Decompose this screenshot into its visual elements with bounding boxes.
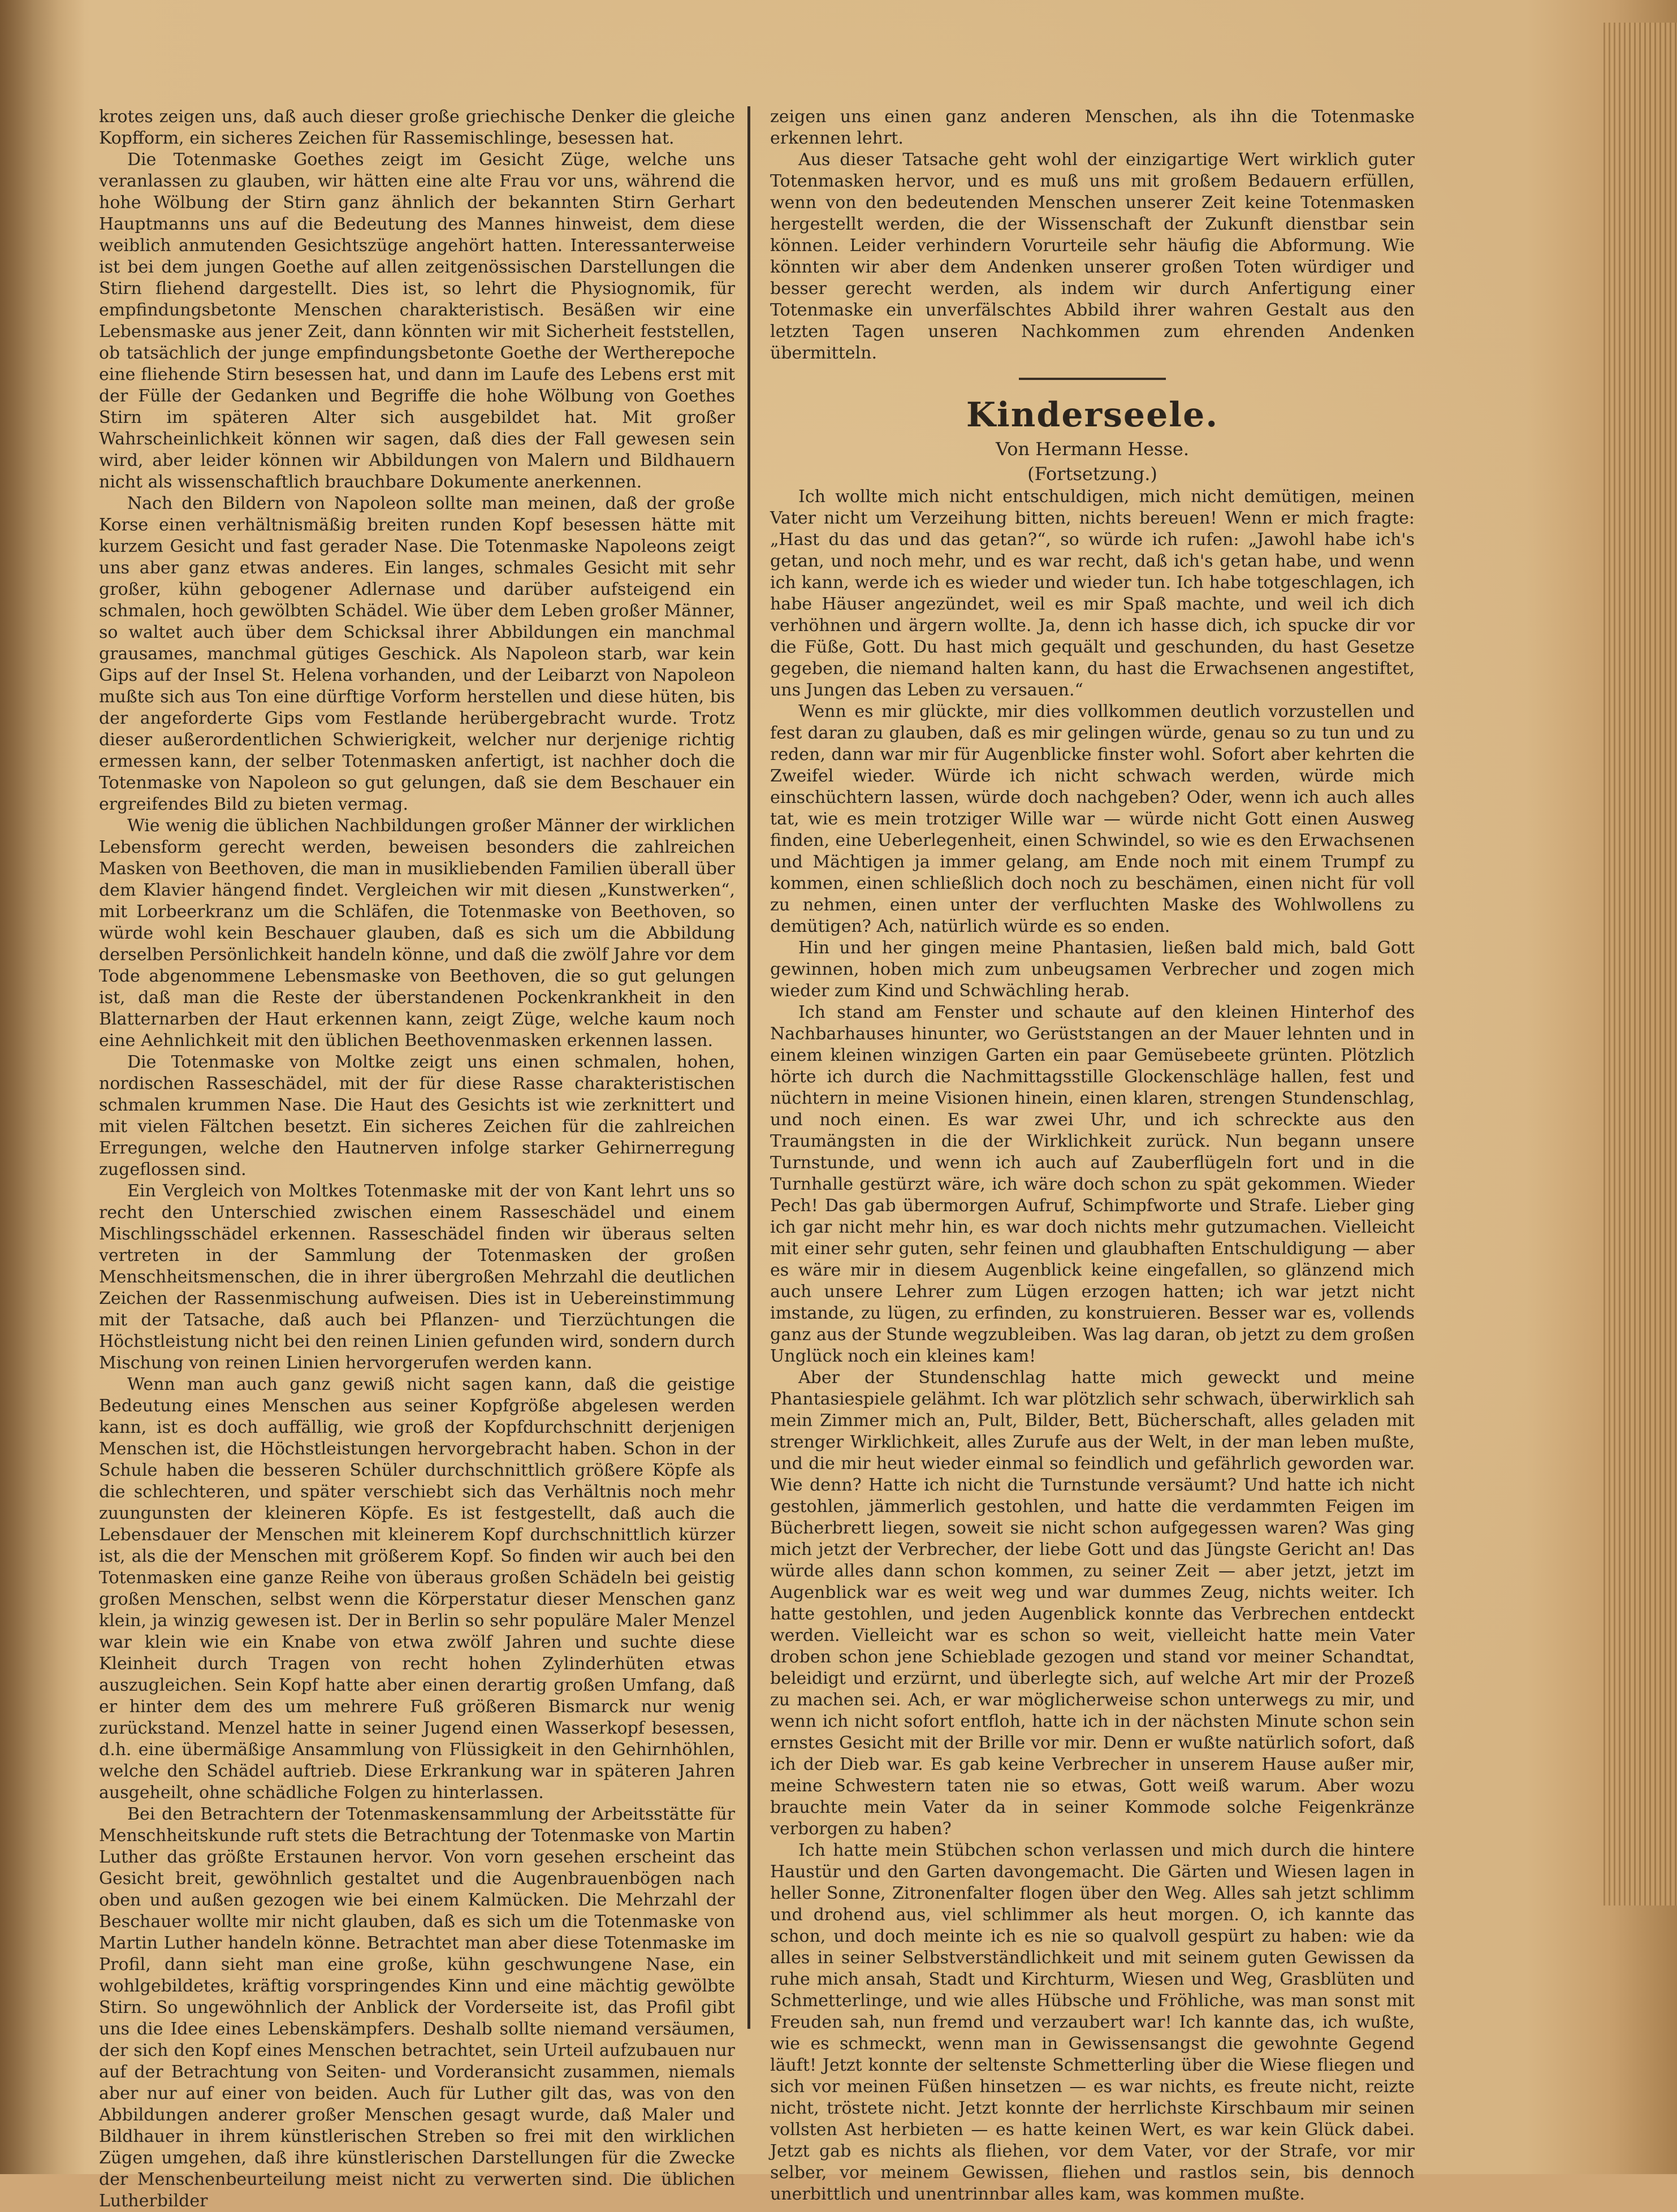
binding-gutter (0, 0, 85, 2174)
story-paragraph: Ich hatte mein Stübchen schon verlassen und mich durch die hintere Haustür und den Garten davongemacht. Die Gärten und Wiesen lagen in heller Sonne, Zitronenfalter flogen über den Weg. Alles sah jetzt schlimm und drohend aus, viel schlimmer als heut morgen. O, ich kannte das schon, und doch meinte ich es nie so qualvoll gespürt zu haben: wie da alles in seiner Selbstverständlichkeit und mit seinem guten Gewissen da ruhe mich ansah, Stadt und Kirchturm, Wiesen und Weg, Grasblüten und Schmetterlinge, und wie alles Hübsche und Fröhliche, was man sonst mit Freuden sah, nun fremd und verzaubert war! Ich kannte das, ich wußte, wie es schmeckt, wenn man in Gewissensangst die gewohnte Gegend läuft! Jetzt konnte der seltenste Schmetterling über die Wiese fliegen und sich vor meinen Füßen hinsetzen — es war nichts, es freute nicht, reizte nicht, tröstete nicht. Jetzt konnte der herrlichste Kirschbaum mir seinen vollsten Ast herbieten — es hatte keinen Wert, es war kein Glück dabei. Jetzt gab es nichts als fliehen, vor dem Vater, vor der Strafe, vor mir selber, vor meinem Gewissen, fliehen und rastlos sein, bis dennoch unerbittlich und unentrinnbar alles kam, was kommen mußte. (770, 1841, 1415, 2204)
left-paragraph: Nach den Bildern von Napoleon sollte man meinen, daß der große Korse einen verhältnismäßig breiten runden Kopf besessen hätte mit kurzem Gesicht und fast gerader Nase. Die Totenmaske Napoleons zeigt uns aber ganz etwas anderes. Ein langes, schmales Gesicht mit sehr großer, kühn gebogener Adlernase und darüber aufsteigend ein schmalen, hoch gewölbten Schädel. Wie über dem Leben großer Männer, so waltet auch über dem Schicksal ihrer Abbildungen ein manchmal grausames, manchmal gütiges Geschick. Als Napoleon starb, war kein Gips auf der Insel St. Helena vorhanden, und der Leibarzt von Napoleon mußte sich aus Ton eine dürftige Vorform herstellen und diese hüten, bis der angeforderte Gips vom Festlande herübergebracht wurde. Trotz dieser außerordentlichen Schwierigkeit, welcher nur derjenige richtig ermessen kann, der selber Totenmasken anfertigt, ist nachher doch die Totenmaske von Napoleon so gut gelungen, daß sie dem Beschauer ein ergreifendes Bild zu bieten vermag. (99, 494, 735, 814)
left-paragraph: Die Totenmaske von Moltke zeigt uns einen schmalen, hohen, nordischen Rasseschädel, mit der für diese Rasse charakteristischen schmalen krummen Nase. Die Haut des Gesichts ist wie zerknittert und mit vielen Fältchen besetzt. Ein sicheres Zeichen für die zahlreichen Erregungen, welche den Hautnerven infolge starker Gehirnerregung zugeflossen sind. (99, 1052, 735, 1180)
page-edges (1603, 23, 1677, 1906)
story-paragraph: Aber der Stundenschlag hatte mich geweckt und meine Phantasiespiele gelähmt. Ich war plötzlich sehr schwach, überwirklich sah mein Zimmer mich an, Pult, Bilder, Bett, Bücherschaft, alles geladen mit strenger Wirklichkeit, alles Zurufe aus der Welt, in der man leben mußte, und die mir heut wieder einmal so feindlich und gefährlich geworden war. Wie denn? Hatte ich nicht die Turnstunde versäumt? Und hatte ich nicht gestohlen, jämmerlich gestohlen, und hatte die verdammten Feigen im Bücherbrett liegen, soweit sie nicht schon aufgegessen waren? Was ging mich jetzt der Verbrecher, der liebe Gott und das Jüngste Gericht an! Das würde alles dann schon kommen, zu seiner Zeit — aber jetzt, jetzt im Augenblick war es weit weg und war dummes Zeug, nichts weiter. Ich hatte gestohlen, und jeden Augenblick konnte das Verbrechen entdeckt werden. Vielleicht war es schon so weit, vielleicht hatte mein Vater droben schon jene Schieblade gezogen und stand vor meiner Schandtat, beleidigt und erzürnt, und überlegte sich, auf welche Art mir der Prozeß zu machen sei. Ach, er war möglicherweise schon unterwegs zu mir, und wenn ich nicht sofort entfloh, hatte ich in der nächsten Minute schon sein ernstes Gesicht mit der Brille vor mir. Denn er wußte natürlich sofort, daß ich der Dieb war. Es gab keine Verbrecher in unserem Hause außer mir, meine Schwestern taten nie so etwas, Gott weiß warum. Aber wozu brauchte mein Vater da in seiner Kommode solche Feigenkränze verborgen zu haben? (770, 1368, 1415, 1839)
left-paragraph: krotes zeigen uns, daß auch dieser große griechische Denker die gleiche Kopfform, ein sicheres Zeichen für Rassemischlinge, besessen hat. (99, 107, 735, 148)
left-paragraph: Wie wenig die üblichen Nachbildungen großer Männer der wirklichen Lebensform gerecht werden, beweisen besonders die zahlreichen Masken von Beethoven, die man in musikliebenden Familien überall über dem Klavier hängend findet. Vergleichen wir mit diesen „Kunstwerken“, mit Lorbeerkranz um die Schläfen, die Totenmaske von Beethoven, so würde wohl kein Beschauer glauben, daß es sich um die Abbildung derselben Persönlichkeit handeln könne, und daß die zwölf Jahre vor dem Tode abgenommene Lebensmaske von Beethoven, die so gut gelungen ist, daß man die Reste der überstandenen Pockenkrankheit in den Blatternarben der Haut erkennen kann, zeigt Züge, welche kaum noch eine Aehnlichkeit mit den üblichen Beethovenmasken erkennen lassen. (99, 816, 735, 1051)
right-intro-paragraph: Aus dieser Tatsache geht wohl der einzigartige Wert wirklich guter Totenmasken hervor, und es muß uns mit großem Bedauern erfüllen, wenn von den bedeutenden Menschen unserer Zeit keine Totenmasken hergestellt werden, die der Wissenschaft der Zukunft dienstbar sein können. Leider verhindern Vorurteile sehr häufig die Abformung. Wie könnten wir aber dem Andenken unserer großen Toten würdiger und besser gerecht werden, als indem wir durch Anfertigung einer Totenmaske ein unverfälschtes Abbild ihrer wahren Gestalt aus den letzten Tagen unseren Nachkommen zum ehrenden Andenken übermitteln. (770, 150, 1415, 363)
article-subtitle: (Fortsetzung.) (1027, 463, 1157, 485)
article-author: Von Hermann Hesse. (996, 438, 1189, 460)
article-title: Kinderseele. (966, 395, 1219, 435)
left-paragraph: Wenn man auch ganz gewiß nicht sagen kann, daß die geistige Bedeutung eines Menschen aus seiner Kopfgröße abgelesen werden kann, ist es doch auffällig, wie groß der Kopfdurchschnitt derjenigen Menschen ist, die Höchstleistungen hervorgebracht haben. Schon in der Schule haben die besseren Schüler durchschnittlich größere Köpfe als die schlechteren, und später verschiebt sich das Verhältnis noch mehr zuungunsten der kleineren Köpfe. Es ist festgestellt, daß auch die Lebensdauer der Menschen mit kleinerem Kopf durchschnittlich kürzer ist, als die der Menschen mit größerem Kopf. So finden wir auch bei den Totenmasken eine ganze Reihe von überaus großen Schädeln bei geistig großen Menschen, selbst wenn die Körperstatur dieser Menschen ganz klein, ja winzig gewesen ist. Der in Berlin so sehr populäre Maler Menzel war klein wie ein Knabe von etwa zwölf Jahren und suchte diese Kleinheit durch Tragen von recht hohen Zylinderhüten etwas auszugleichen. Sein Kopf hatte aber einen derartig großen Umfang, daß er hinter dem des um mehrere Fuß größeren Bismarck nur wenig zurückstand. Menzel hatte in seiner Jugend einen Wasserkopf besessen, d.h. eine übermäßige Ansammlung von Flüssigkeit in den Gehirnhöhlen, welche den Schädel auftrieb. Diese Erkrankung war in späteren Jahren ausgeheilt, ohne schädliche Folgen zu hinterlassen. (99, 1375, 735, 1803)
left-paragraph: Die Totenmaske Goethes zeigt im Gesicht Züge, welche uns veranlassen zu glauben, wir hätten eine alte Frau vor uns, während die hohe Wölbung der Stirn ganz ähnlich der bekannten Stirn Gerhart Hauptmanns uns auf die Bedeutung des Mannes hinweist, dem diese weiblich anmutenden Gesichtszüge angehört hatten. Interessanterweise ist bei dem jungen Goethe auf allen zeitgenössischen Darstellungen die Stirn fliehend dargestellt. Dies ist, so lehrt die Physiognomik, für empfindungsbetonte Menschen charakteristisch. Besäßen wir eine Lebensmaske aus jener Zeit, dann könnten wir mit Sicherheit feststellen, ob tatsächlich der junge empfindungsbetonte Goethe der Wertherepoche eine fliehende Stirn besessen hat, und dann im Laufe des Lebens erst mit der Fülle der Gedanken und Begriffe die hohe Wölbung von Goethes Stirn im späteren Alter sich ausgebildet hat. Mit großer Wahrscheinlichkeit können wir sagen, daß dies der Fall gewesen sein wird, aber leider können wir Abbildungen von Malern und Bildhauern nicht als wissenschaftlich brauchbare Dokumente anerkennen. (99, 150, 735, 492)
story-paragraph: Ich wollte mich nicht entschuldigen, mich nicht demütigen, meinen Vater nicht um Verzeihung bitten, nichts bereuen! Wenn er mich fragte: „Hast du das und das getan?“, so würde ich rufen: „Jawohl habe ich's getan, und noch mehr, und es war recht, daß ich's getan habe, und wenn ich kann, werde ich es wieder und wieder tun. Ich habe totgeschlagen, ich habe Häuser angezündet, weil es mir Spaß machte, und weil ich dich verhöhnen und ärgern wollte. Ja, denn ich hasse dich, ich spucke dir vor die Füße, Gott. Du hast mich gequält und geschunden, du hast Gesetze gegeben, die niemand halten kann, du hast die Erwachsenen angestiftet, uns Jungen das Leben zu versauen.“ (770, 487, 1415, 700)
story-paragraph: Ich stand am Fenster und schaute auf den kleinen Hinterhof des Nachbarhauses hinunter, wo Gerüststangen an der Mauer lehnten und in einem kleinen winzigen Garten ein paar Gemüsebeete grünten. Plötzlich hörte ich durch die Nachmittagsstille Glockenschläge hallen, fest und nüchtern in meine Visionen hinein, einen klaren, strengen Stundenschlag, und noch einen. Es war zwei Uhr, und ich schreckte aus den Traumängsten in die der Wirklichkeit zurück. Nun begann unsere Turnstunde, und wenn ich auch auf Zauberflügeln fort und in die Turnhalle gestürzt wäre, ich wäre doch schon zu spät gekommen. Wieder Pech! Das gab übermorgen Aufruf, Schimpfworte und Strafe. Lieber ging ich gar nicht mehr hin, es war doch nichts mehr gutzumachen. Vielleicht mit einer sehr guten, sehr feinen und glaubhaften Entschuldigung — aber es wäre mir in diesem Augenblick keine eingefallen, so glänzend mich auch unsere Lehrer zum Lügen erzogen hatten; ich war jetzt nicht imstande, zu lügen, zu erfinden, zu konstruieren. Besser war es, vollends ganz aus der Stunde wegzubleiben. Was lag daran, ob jetzt zu dem großen Unglück noch ein kleines kam! (770, 1003, 1415, 1366)
right-column (770, 106, 1415, 2205)
right-intro-paragraph: zeigen uns einen ganz anderen Menschen, als ihn die Totenmaske erkennen lehrt. (770, 107, 1415, 148)
section-separator (1019, 378, 1166, 380)
left-column (99, 106, 735, 2212)
story-paragraph: Hin und her gingen meine Phantasien, ließen bald mich, bald Gott gewinnen, hoben mich zum unbeugsamen Verbrecher und zogen mich wieder zum Kind und Schwächling herab. (770, 938, 1415, 1001)
column-divider (747, 106, 750, 2029)
left-paragraph: Bei den Betrachtern der Totenmaskensammlung der Arbeitsstätte für Menschheitskunde ruft stets die Betrachtung der Totenmaske von Martin Luther das größte Erstaunen hervor. Von vorn gesehen erscheint das Gesicht breit, gewöhnlich gestaltet und die Augenbrauenbögen nach oben und außen gezogen wie bei einem Kalmücken. Die Mehrzahl der Beschauer wollte mir nicht glauben, daß es sich um die Totenmaske von Martin Luther handeln könne. Betrachtet man aber diese Totenmaske im Profil, dann sieht man eine große, kühn geschwungene Nase, ein wohlgebildetes, kräftig vorspringendes Kinn und eine mächtig gewölbte Stirn. So ungewöhnlich der Anblick der Vorderseite ist, das Profil gibt uns die Idee eines Lebenskämpfers. Deshalb sollte niemand versäumen, der sich den Kopf eines Menschen betrachtet, sein Urteil aufzubauen nur auf der Betrachtung von Seiten- und Vorderansicht zusammen, niemals aber nur auf einer von beiden. Auch für Luther gilt das, was von den Abbildungen anderer großer Menschen gesagt wurde, daß Maler und Bildhauer in ihrem künstlerischen Streben so frei mit den wirklichen Zügen umgehen, daß ihre künstlerischen Darstellungen für die Zwecke der Menschenbeurteilung meist nicht zu verwerten sind. Die üblichen Lutherbilder (99, 1804, 735, 2211)
story-paragraph: Wenn es mir glückte, mir dies vollkommen deutlich vorzustellen und fest daran zu glauben, daß es mir gelingen würde, genau so zu tun und zu reden, dann war mir für Augenblicke finster wohl. Sofort aber kehrten die Zweifel wieder. Würde ich nicht schwach werden, würde mich einschüchtern lassen, würde doch nachgeben? Oder, wenn ich auch alles tat, wie es mein trotziger Wille war — würde nicht Gott einen Ausweg finden, eine Ueberlegenheit, einen Schwindel, so wie es den Erwachsenen und Mächtigen ja immer gelang, am Ende noch mit einem Trumpf zu kommen, einen schließlich doch noch zu beschämen, einen nicht für voll zu nehmen, einen unter der verfluchten Maske des Wohlwollens zu demütigen? Ach, natürlich würde es so enden. (770, 702, 1415, 936)
left-paragraph: Ein Vergleich von Moltkes Totenmaske mit der von Kant lehrt uns so recht den Unterschied zwischen einem Rasseschädel und einem Mischlingsschädel erkennen. Rasseschädel finden wir überaus selten vertreten in der Sammlung der Totenmasken der großen Menschheitsmenschen, die in ihrer übergroßen Mehrzahl die deutlichen Zeichen der Rassenmischung aufweisen. Dies ist in Uebereinstimmung mit der Tatsache, daß auch bei Pflanzen- und Tierzüchtungen die Höchstleistung nicht bei den reinen Linien gefunden wird, sondern durch Mischung von reinen Linien hervorgerufen werden kann. (99, 1181, 735, 1373)
